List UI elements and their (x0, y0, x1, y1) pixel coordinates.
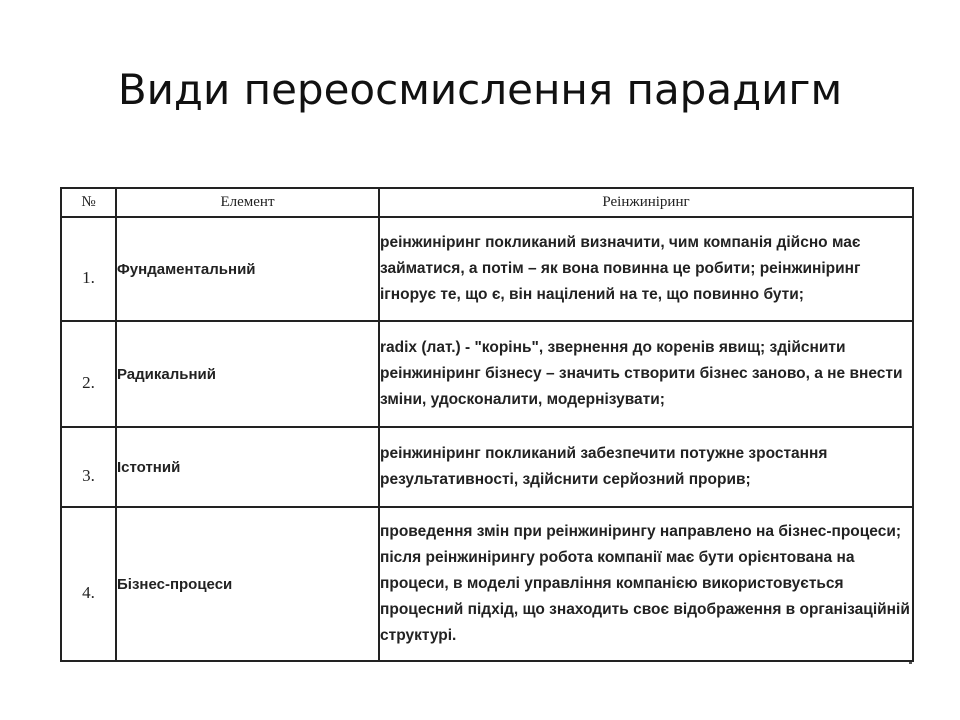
table-row (61, 507, 913, 661)
corner-mark (909, 662, 912, 664)
row-description: проведення змін при реінжинірингу направлено на бізнес-процеси; після реінжинірингу робота компанії має бути орієнтована на процеси, в моделі управління компанією використовується процесний підхід, що знаходить своє відображення в організаційній структурі. (379, 507, 913, 661)
row-number-text: 1. (82, 268, 95, 287)
row-number (61, 507, 116, 661)
page-title: Види переосмислення парадигм (117, 65, 843, 114)
row-number-text: 4. (82, 583, 95, 602)
row-element: Радикальний (116, 321, 379, 427)
row-element: Бізнес-процеси (116, 507, 379, 661)
header-element: Елемент (116, 188, 379, 217)
table-row (61, 217, 913, 321)
row-number (61, 217, 116, 321)
row-description: реінжиніринг покликаний забезпечити потужне зростання результативності, здійснити серйозний прорив; (379, 427, 913, 507)
row-number (61, 321, 116, 427)
table-row (61, 321, 913, 427)
table-row (61, 427, 913, 507)
row-number-text: 2. (82, 373, 95, 392)
table-header-row (61, 188, 913, 217)
row-element: Фундаментальний (116, 217, 379, 321)
row-number-text: 3. (82, 466, 95, 485)
row-number (61, 427, 116, 507)
header-reengineering: Реінжиніринг (379, 188, 913, 217)
row-element: Істотний (116, 427, 379, 507)
header-number: № (61, 188, 116, 217)
row-description: реінжиніринг покликаний визначити, чим компанія дійсно має займатися, а потім – як вона повинна це робити; реінжиніринг ігнорує те, що є, він націлений на те, що повинно бути; (379, 217, 913, 321)
reengineering-table (60, 187, 912, 662)
row-description: radix (лат.) - "корінь", звернення до коренів явищ; здійснити реінжиніринг бізнесу – значить створити бізнес заново, а не внести зміни, удосконалити, модернізувати; (379, 321, 913, 427)
